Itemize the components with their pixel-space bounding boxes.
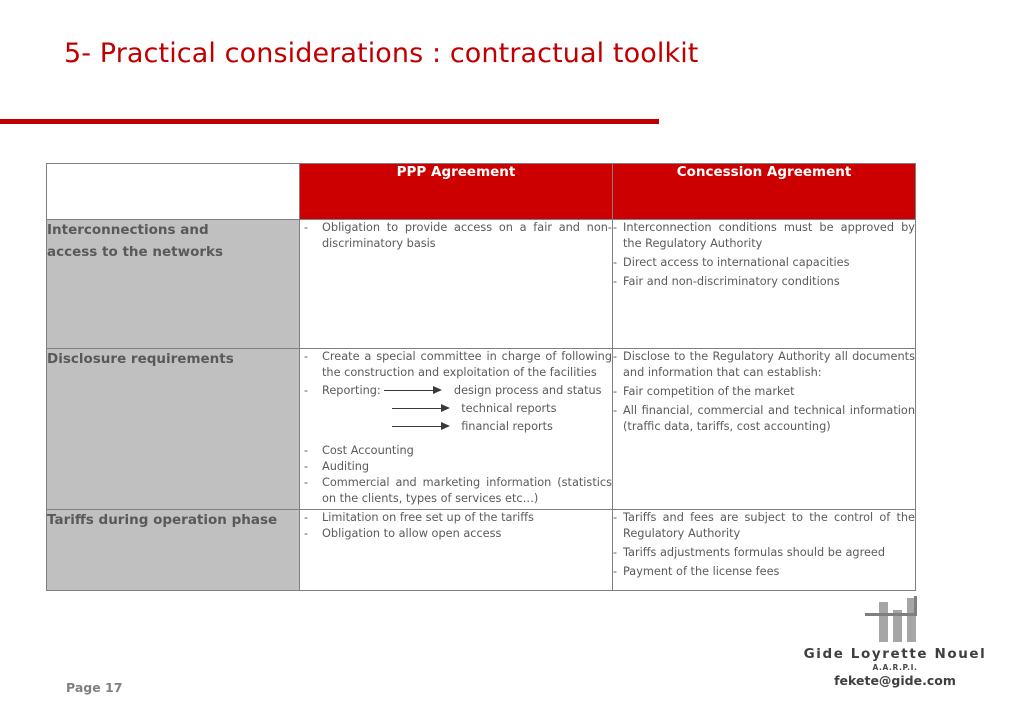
row-label-line: Interconnections and	[47, 222, 209, 238]
arrow-right-icon	[392, 422, 450, 431]
bullet-list	[613, 349, 915, 435]
list-item: - Tariffs adjustments formulas should be agreed	[613, 545, 915, 561]
list-item-reporting	[300, 383, 612, 435]
list-item: - Limitation on free set up of the tariffs	[300, 510, 612, 526]
reporting-arrow-row	[322, 383, 612, 399]
list-item: - Obligation to allow open access	[300, 526, 612, 542]
row-label-line: access to the networks	[47, 243, 224, 260]
title-underline-rule	[0, 119, 659, 124]
list-item: - Direct access to international capacities	[613, 255, 915, 271]
page-title: 5- Practical considerations : contractual toolkit	[64, 38, 699, 69]
list-item: - Interconnection conditions must be approved by the Regulatory Authority	[613, 220, 915, 252]
list-item: - Create a special committee in charge of following the construction and exploitation of the facilities	[300, 349, 612, 381]
table-row	[47, 220, 916, 349]
bullet-list	[613, 510, 915, 580]
bullet-list	[300, 349, 612, 435]
arrow-right-icon	[392, 404, 450, 413]
list-item: - Fair and non-discriminatory conditions	[613, 274, 915, 290]
contractual-toolkit-table	[46, 163, 916, 591]
table-header-concession-agreement: Concession Agreement	[613, 164, 916, 220]
table-header-blank	[47, 164, 300, 220]
reporting-arrow-row	[322, 401, 612, 417]
company-logo-block	[790, 596, 1000, 688]
row-label-disclosure-requirements	[47, 349, 300, 510]
list-item: - Commercial and marketing information (statistics on the clients, types of services etc…)	[300, 475, 612, 507]
list-item: - Payment of the license fees	[613, 564, 915, 580]
row-label-interconnections	[47, 220, 300, 349]
reporting-arrow-text: design process and status	[453, 384, 602, 398]
page-number: Page 17	[66, 680, 123, 695]
cell-ppp-tariffs	[300, 510, 613, 591]
reporting-arrow-text: technical reports	[461, 402, 557, 416]
reporting-arrow-row	[322, 419, 612, 435]
table-header-row	[47, 164, 916, 220]
bullet-list	[613, 220, 915, 290]
cell-concession-tariffs	[613, 510, 916, 591]
list-item: - Fair competition of the market	[613, 384, 915, 400]
list-item: - Tariffs and fees are subject to the control of the Regulatory Authority	[613, 510, 915, 542]
company-name: Gide Loyrette Nouel	[803, 646, 987, 662]
table-header-ppp-agreement: PPP Agreement	[300, 164, 613, 220]
list-item: - Auditing	[300, 459, 612, 475]
bullet-list	[300, 510, 612, 542]
list-item: - Cost Accounting	[300, 443, 612, 459]
cell-ppp-disclosure	[300, 349, 613, 510]
row-label-line: Tariffs during operation phase	[47, 512, 278, 528]
company-legal-form: A.A.R.P.I.	[872, 663, 918, 672]
row-label-line: Disclosure requirements	[47, 351, 234, 367]
contact-email: fekete@gide.com	[834, 673, 956, 688]
row-label-tariffs-operation-phase	[47, 510, 300, 591]
table-row	[47, 349, 916, 510]
bullet-list	[300, 220, 612, 252]
list-item: - All financial, commercial and technical information (traffic data, tariffs, cost accounting)	[613, 403, 915, 435]
list-item: - Obligation to provide access on a fair and non-discriminatory basis	[300, 220, 612, 252]
arrow-right-icon	[384, 386, 442, 395]
reporting-label: Reporting:	[322, 384, 381, 398]
cell-ppp-interconnections	[300, 220, 613, 349]
table-row	[47, 510, 916, 591]
list-item: - Disclose to the Regulatory Authority all documents and information that can establish:	[613, 349, 915, 381]
reporting-arrow-text: financial reports	[461, 420, 553, 434]
bullet-list-secondary	[300, 443, 612, 507]
gide-logo-icon	[865, 596, 925, 642]
cell-concession-disclosure	[613, 349, 916, 510]
cell-concession-interconnections	[613, 220, 916, 349]
